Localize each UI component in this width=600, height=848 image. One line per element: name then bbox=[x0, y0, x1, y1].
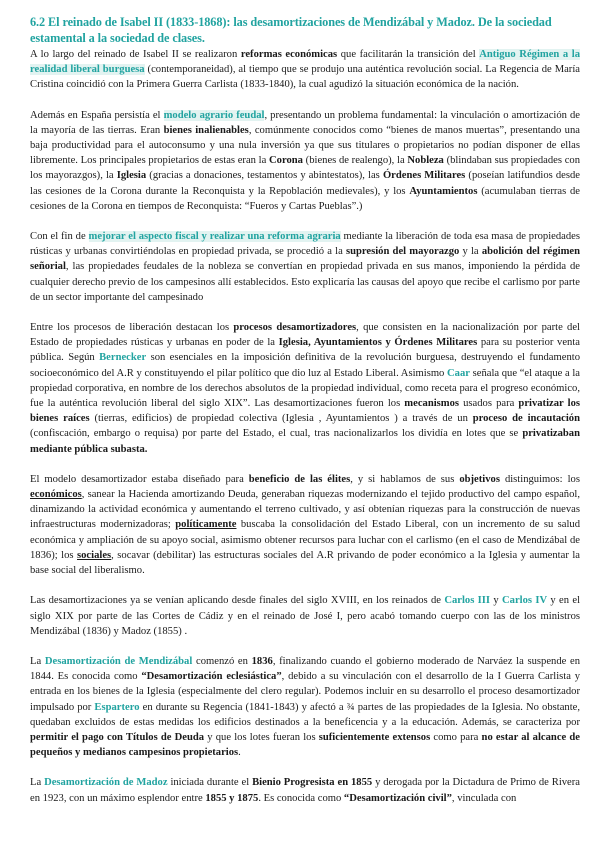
highlighted-term: Antiguo Régimen a la realidad liberal burguesa bbox=[30, 49, 581, 76]
accent-name: Desamortización de Madoz bbox=[44, 777, 168, 789]
paragraph-2 bbox=[30, 108, 580, 214]
text-run: usados para bbox=[459, 398, 519, 410]
highlighted-term: mejorar el aspecto fiscal y realizar una reforma agraria bbox=[88, 231, 341, 243]
bold-term: supresión del mayorazgo bbox=[346, 246, 460, 258]
text-run: . Es conocida como bbox=[258, 792, 344, 804]
text-run: , y si hablamos de sus bbox=[350, 473, 460, 485]
text-run: El modelo desamortizador estaba diseñado para bbox=[30, 473, 249, 485]
bold-term: “Desamortización civil” bbox=[343, 792, 452, 804]
text-run: y derogada por la Dictadura de Primo de Rivera en 1923, con un máximo esplendor entre bbox=[30, 777, 580, 804]
text-run: mediante la liberación de toda esa masa de propiedades rústicas y urbanas convirtiéndolas en propiedad privada, se procedió a la bbox=[30, 231, 580, 258]
bold-term: no estar al alcance de pequeños y medianos campesinos propietarios bbox=[30, 731, 580, 759]
text-run: y bbox=[490, 595, 502, 607]
text-run: distinguimos: los bbox=[499, 473, 580, 485]
bold-term: Iglesia, Ayuntamientos y Órdenes Militares bbox=[278, 337, 478, 349]
bold-term: Iglesia bbox=[116, 170, 147, 182]
text-run: y la bbox=[459, 246, 482, 258]
paragraph-7 bbox=[30, 654, 580, 760]
bold-term: Bienio Progresista en 1855 bbox=[252, 777, 373, 789]
text-run: , comúnmente conocidos como “bienes de manos muertas”, presentando una baja productividad para el autoconsumo y una nula inversión ya que sus titulares o propietarios no podían disponer de ellas libremente. Los principales propietarios de estas eran la bbox=[30, 124, 580, 167]
text-run: iniciada durante el bbox=[167, 777, 253, 789]
text-run: (acumulaban tierras de cesiones de la Corona en tiempos de Reconquista: “Fueros y Cartas Pueblas”.) bbox=[30, 185, 580, 212]
text-run: buscaba la consolidación del Estado Liberal, con un incremento de su salud económica y ampliación de su apoyo social, asimismo obtener recursos para luchar con el carlismo (en el caso de Mendizábal de 1836); los bbox=[30, 519, 581, 561]
bold-term: permitir el pago con Títulos de Deuda bbox=[30, 731, 205, 743]
accent-name: Desamortización de Mendizábal bbox=[44, 655, 193, 667]
text-run: (blindaban sus propiedades con los mayorazgos), la bbox=[30, 155, 580, 182]
bold-term: Ayuntamientos bbox=[409, 185, 478, 197]
accent-name: Espartero bbox=[94, 701, 140, 713]
accent-name: Bernecker bbox=[99, 352, 147, 364]
bold-term: reformas económicas bbox=[240, 49, 338, 60]
text-run: La bbox=[30, 655, 45, 667]
paragraph-3 bbox=[30, 229, 580, 305]
bold-term: 1836 bbox=[251, 655, 273, 667]
text-run: señala que “el ataque a la propiedad corporativa, en nombre de los derechos absolutos de la propiedad individual, como receta para el progreso económico, fue la auténtica revolución liberal del siglo XIX”. Las desamortizaciones fueron los bbox=[30, 367, 581, 410]
paragraph-8 bbox=[30, 775, 580, 805]
text-run: Con el fin de bbox=[30, 231, 89, 243]
paragraph-4 bbox=[30, 320, 580, 457]
paragraph-6 bbox=[30, 593, 580, 639]
text-run: , sanear la Hacienda amortizando Deuda, generaban riquezas modernizando el tejido productivo del campo español, dinamizando la actividad económica y aumentando el terreno cultivado, y así obtenían riquezas para la construcción de nuevas infraestructuras modernizadoras; bbox=[30, 489, 580, 531]
text-run: en durante su Regencia (1841-1843) y afectó a ¾ partes de las propiedades de la Iglesia. No obstante, quedaban excluidos de estas medidas los edificios destinados a la beneficencia y a la educación. Además, se caracteriza por bbox=[30, 701, 580, 728]
text-run: , debido a su vinculación con el desarrollo de la I Guerra Carlista y entrada en los bienes de la Iglesia (especialmente del clero regular). Podemos incluir en su desarrollo el proceso desamortizador impulsado por bbox=[30, 671, 580, 713]
text-run: (gracias a donaciones, testamentos y abintestatos), las bbox=[146, 170, 383, 182]
highlighted-term: modelo agrario feudal bbox=[163, 109, 265, 121]
text-run: (confiscación, embargo o requisa) por parte del Estado, el cual, tras nacionalizarlos los dividía en lotes que se bbox=[30, 428, 523, 440]
bold-term: Corona bbox=[269, 155, 303, 167]
bold-term: objetivos bbox=[459, 473, 500, 485]
bold-term: suficientemente extensos bbox=[318, 731, 431, 743]
bold-term: procesos desamortizadores bbox=[233, 322, 357, 334]
text-run: (contemporaneidad), al tiempo que se produjo una auténtica revolución social. La Regencia de María Cristina coincidió con la Primera Guerra Carlista (1833-1840), la cual agudizó la situación económica de la nación. bbox=[30, 64, 580, 91]
text-run: Entre los procesos de liberación destacan los bbox=[30, 322, 234, 334]
underlined-term: sociales bbox=[77, 549, 112, 561]
text-run: , presentando un problema fundamental: la vinculación o amortización de la mayoría de las tierras. Eran bbox=[30, 109, 580, 136]
accent-name: Carlos III bbox=[444, 595, 491, 607]
bold-term: privatizar los bienes raíces bbox=[30, 398, 581, 425]
text-run: para su posterior venta pública. Según bbox=[30, 337, 580, 364]
text-run: comenzó en bbox=[192, 655, 252, 667]
text-run: Las desamortizaciones ya se venían aplicando desde finales del siglo XVIII, en los reinados de bbox=[30, 595, 445, 607]
accent-name: Caar bbox=[447, 367, 470, 379]
bold-term: bienes inalienables bbox=[163, 124, 249, 136]
underlined-term: económicos bbox=[30, 489, 82, 501]
text-run: A lo largo del reinado de Isabel II se realizaron bbox=[30, 49, 241, 60]
paragraph-1 bbox=[30, 47, 580, 93]
bold-term: privatizaban mediante pública subasta. bbox=[30, 428, 580, 455]
text-run: (bienes de realengo), la bbox=[302, 155, 408, 167]
text-run: , socavar (debilitar) las estructuras sociales del A.R privando de poder económico a la Iglesia y aumentar la base social del liberalismo. bbox=[30, 549, 580, 577]
text-run: La bbox=[30, 777, 45, 789]
text-run: son esenciales en la imposición definitiva de la revolución burguesa, destruyendo el fundamento socioeconómico del A.R y constituyendo el pilar político que dio luz al Estado Liberal. Asimismo bbox=[30, 352, 580, 379]
text-run: Además en España persistía el bbox=[30, 109, 164, 121]
bold-term: “Desamortización eclesiástica” bbox=[141, 671, 282, 683]
text-run: y que los lotes fueran los bbox=[204, 731, 319, 743]
bold-term: Órdenes Militares bbox=[382, 170, 466, 182]
text-run: , finalizando cuando el gobierno moderado de Narváez la suspende en 1844. Es conocida como bbox=[30, 655, 581, 683]
text-run: , vinculada con bbox=[451, 792, 517, 804]
paragraph-5 bbox=[30, 472, 580, 578]
text-run: . bbox=[238, 747, 241, 759]
text-run: que facilitarán la transición del bbox=[337, 49, 480, 60]
text-run: y en el siglo XIX por parte de las Cortes de Cádiz y en el reinado de José I, pero acabó tomando cuerpo con las de los ministros Mendizábal (1836) y Madoz (1855) . bbox=[30, 595, 581, 637]
bold-term: mecanismos bbox=[404, 398, 460, 410]
text-run: , que consisten en la nacionalización por parte del Estado de propiedades rústicas y urbanas en poder de la bbox=[30, 322, 580, 349]
section-heading: 6.2 El reinado de Isabel II (1833-1868): las desamortizaciones de Mendizábal y Madoz. De la sociedad estamental a la sociedad de clases. bbox=[30, 15, 552, 45]
text-run: , las propiedades feudales de la nobleza se convertían en propiedad privada en sus manos, imponiendo la pérdida de cualquier derecho previo de los campesinos allí establecidos. Esto explicaría las causas del apoyo que recibe el carlismo por parte de un sector importante del campesinado bbox=[30, 261, 580, 303]
underlined-term: políticamente bbox=[175, 519, 237, 531]
bold-term: 1855 y 1875 bbox=[205, 792, 259, 804]
bold-term: proceso de incautación bbox=[472, 413, 580, 425]
bold-term: Nobleza bbox=[407, 155, 444, 167]
text-run: (poseían latifundios desde las cesiones de la Corona durante la Reconquista y la Repoblación medievales), y los bbox=[30, 170, 580, 197]
bold-term: abolición del régimen señorial bbox=[30, 246, 581, 273]
accent-name: Carlos IV bbox=[502, 595, 548, 607]
bold-term: beneficio de las élites bbox=[248, 473, 351, 485]
text-run: (tierras, edificios) de propiedad colectiva (Iglesia , Ayuntamientos ) a través de un bbox=[89, 413, 473, 425]
text-run: como para bbox=[430, 731, 482, 743]
